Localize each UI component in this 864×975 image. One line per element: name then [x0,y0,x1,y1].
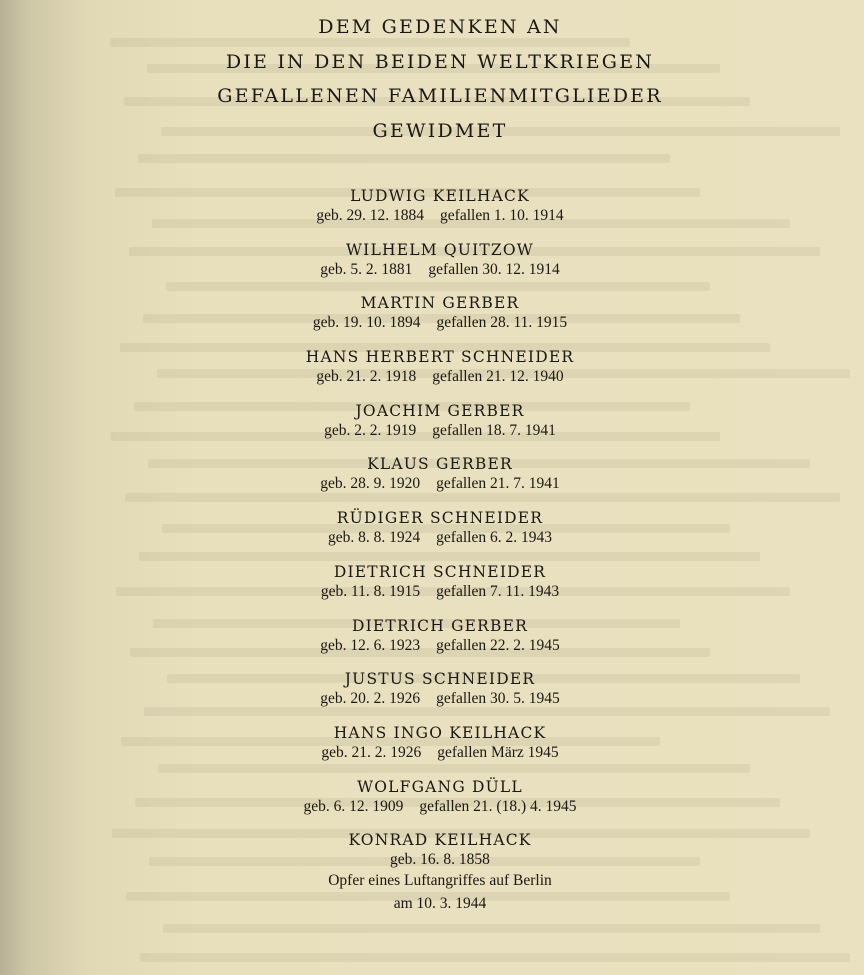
person-name: MARTIN GERBER [360,294,520,313]
person-dates [200,368,680,386]
person-name: HANS INGO KEILHACK [333,723,547,742]
bleed-through-line [138,154,670,163]
person-dates [200,583,680,601]
dedication-line-4: GEWIDMET [372,119,508,142]
birth-date: geb. 29. 12. 1884 [316,207,425,224]
person-dates [200,261,680,279]
person-name: KONRAD KEILHACK [348,831,532,850]
memorial-entry [200,507,680,561]
birth-date: geb. 21. 2. 1918 [316,368,417,386]
death-date: am 10. 3. 1944 [393,895,487,913]
memorial-entry [200,346,680,400]
person-name: DIETRICH SCHNEIDER [333,562,547,581]
person-name: RÜDIGER SCHNEIDER [336,509,544,528]
person-dates [200,690,680,708]
person-name: JOACHIM GERBER [355,401,525,420]
birth-date: geb. 6. 12. 1909 [303,797,404,815]
memorial-entry [200,776,680,830]
death-date: gefallen 21. (18.) 4. 1945 [419,797,577,815]
memorial-entry [200,239,680,293]
person-dates [200,475,680,493]
person-name: JUSTUS SCHNEIDER [344,670,536,689]
death-date: gefallen 18. 7. 1941 [432,421,556,439]
memorial-entry [200,615,680,669]
death-date: gefallen 21. 12. 1940 [432,368,564,386]
death-date: gefallen 30. 5. 1945 [436,690,560,708]
birth-date: geb. 12. 6. 1923 [320,636,421,654]
birth-date: geb. 28. 9. 1920 [320,475,421,493]
memorial-entry [200,292,680,346]
person-name: LUDWIG KEILHACK [350,187,530,205]
birth-date: geb. 5. 2. 1881 [320,260,413,278]
death-date: gefallen 22. 2. 1945 [436,636,560,654]
birth-date: geb. 19. 10. 1894 [312,314,421,332]
birth-date: geb. 8. 8. 1924 [328,529,421,547]
bleed-through-line [163,924,820,933]
person-dates [200,744,680,762]
memorial-entry [200,722,680,776]
bleed-through-line [140,953,850,962]
death-date: gefallen 21. 7. 1941 [436,475,560,493]
dedication-line-3: GEFALLENEN FAMILIENMITGLIEDER [217,85,663,107]
birth-date: geb. 2. 2. 1919 [324,421,417,439]
person-dates [200,207,680,225]
birth-date: geb. 16. 8. 1858 [390,851,490,869]
person-dates [200,314,680,332]
person-name: WILHELM QUITZOW [346,240,534,259]
memorial-entry [200,668,680,722]
memorial-list [200,185,680,913]
person-name: HANS HERBERT SCHNEIDER [305,348,575,367]
death-date: gefallen 6. 2. 1943 [436,529,552,547]
dedication-line-2: DIE IN DEN BEIDEN WELTKRIEGEN [225,50,655,73]
person-dates [200,637,680,655]
birth-date: geb. 20. 2. 1926 [320,690,421,708]
dedication-heading [200,10,680,148]
person-name: KLAUS GERBER [367,455,513,474]
birth-date: geb. 21. 2. 1926 [321,743,422,761]
death-date: gefallen März 1945 [437,743,559,761]
death-date: gefallen 7. 11. 1943 [436,582,560,600]
dedication-line-1: DEM GEDENKEN AN [318,16,562,38]
memorial-entry [200,561,680,615]
death-date: gefallen 30. 12. 1914 [428,260,560,278]
person-dates [200,798,680,816]
memorial-entry [200,400,680,454]
memorial-entry [200,453,680,507]
person-name: DIETRICH GERBER [351,616,529,635]
person-name: WOLFGANG DÜLL [357,777,523,796]
birth-date: geb. 11. 8. 1915 [320,582,421,600]
memorial-entry [200,185,680,239]
memorial-entry-last [200,829,680,913]
death-date: gefallen 28. 11. 1915 [436,314,568,332]
death-date: gefallen 1. 10. 1914 [440,207,564,224]
person-dates [200,422,680,440]
air-raid-note: Opfer eines Luftangriffes auf Berlin [328,872,552,890]
person-dates [200,529,680,547]
